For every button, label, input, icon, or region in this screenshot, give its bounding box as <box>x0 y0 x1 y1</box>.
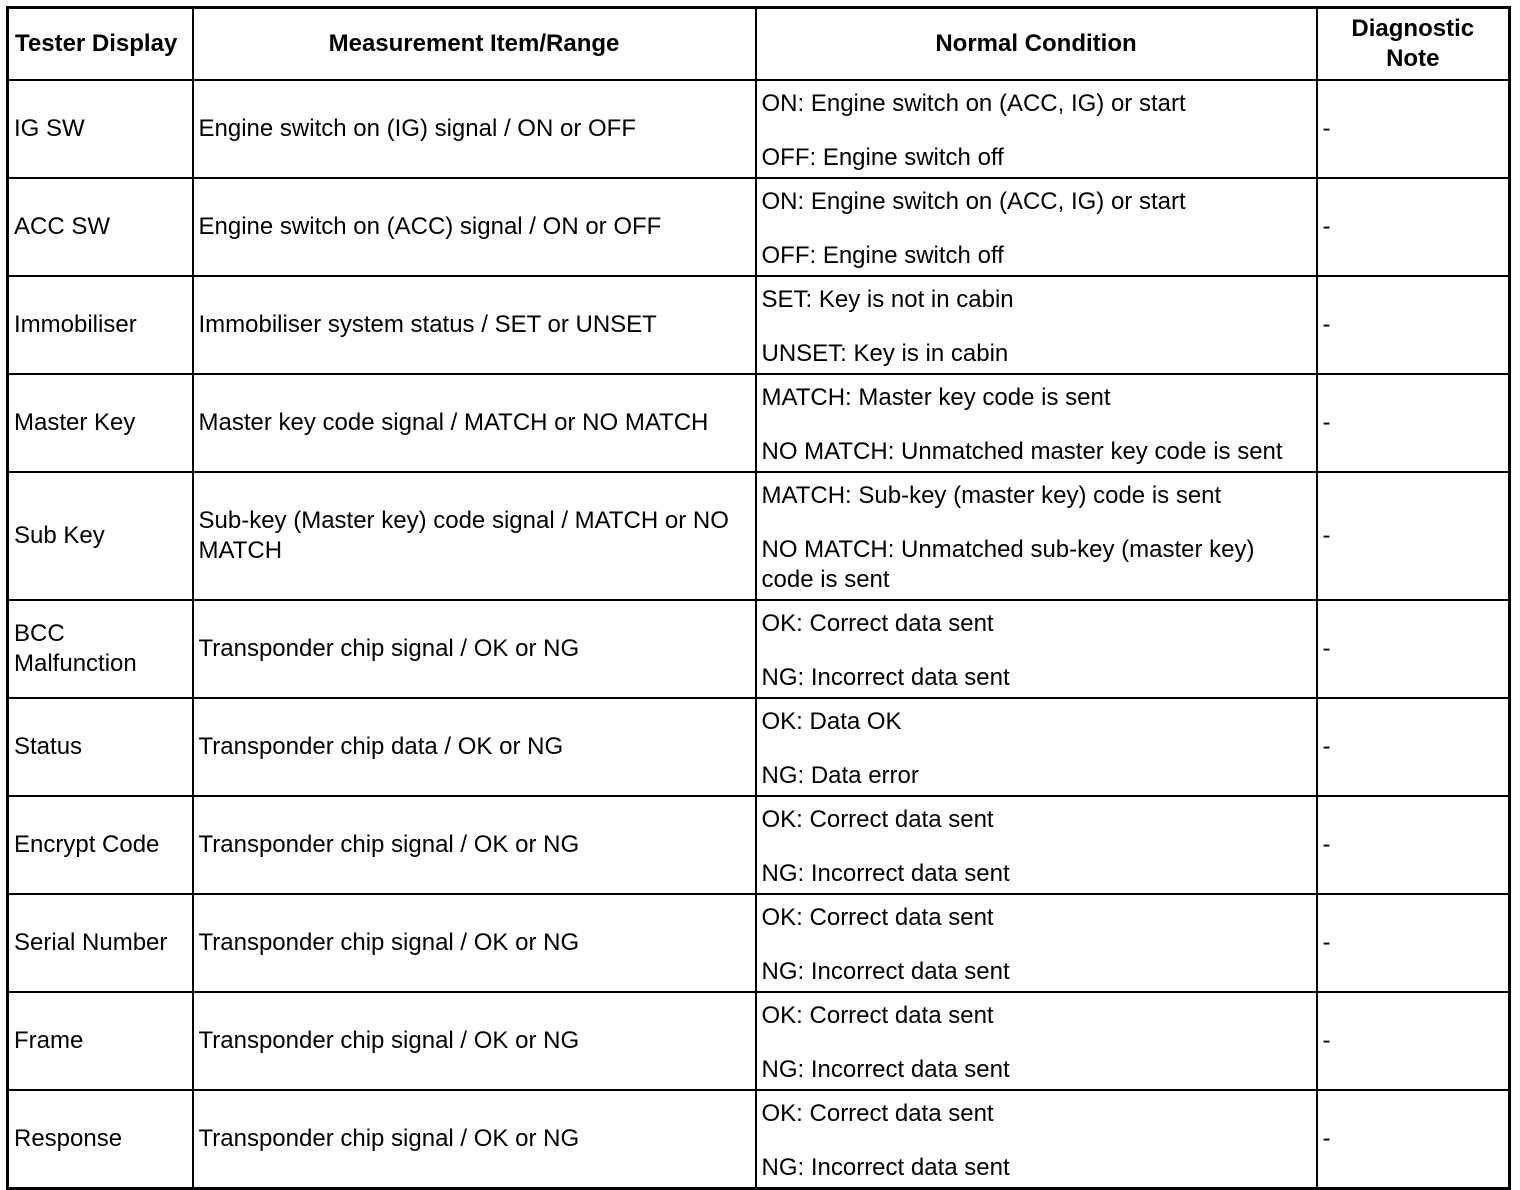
condition-line: OFF: Engine switch off <box>761 144 1004 171</box>
condition-line: ON: Engine switch on (ACC, IG) or start <box>761 188 1186 215</box>
table-row <box>8 698 1510 796</box>
tester-display-cell: BCC Malfunction <box>8 600 193 698</box>
normal-condition-cell <box>756 472 1317 600</box>
measurement-cell: Master key code signal / MATCH or NO MATCH <box>193 374 756 472</box>
table-row <box>8 600 1510 698</box>
normal-condition-cell <box>756 80 1317 178</box>
tester-display-cell: Response <box>8 1090 193 1189</box>
condition-line: OFF: Engine switch off <box>761 242 1004 269</box>
tester-display-cell: ACC SW <box>8 178 193 276</box>
normal-condition-cell <box>756 992 1317 1090</box>
normal-condition-cell <box>756 1090 1317 1189</box>
tester-display-cell: IG SW <box>8 80 193 178</box>
condition-line: SET: Key is not in cabin <box>761 286 1014 313</box>
table-row <box>8 178 1510 276</box>
table-row <box>8 374 1510 472</box>
measurement-cell: Transponder chip signal / OK or NG <box>193 992 756 1090</box>
tester-display-cell: Master Key <box>8 374 193 472</box>
condition-line: MATCH: Sub-key (master key) code is sent <box>761 482 1222 509</box>
measurement-cell: Transponder chip signal / OK or NG <box>193 600 756 698</box>
diagnostic-note-cell: - <box>1317 276 1510 374</box>
condition-line: OK: Correct data sent <box>761 806 994 833</box>
normal-condition-cell <box>756 894 1317 992</box>
condition-line: NG: Incorrect data sent <box>761 860 1010 887</box>
condition-line: OK: Correct data sent <box>761 610 994 637</box>
tester-display-cell: Frame <box>8 992 193 1090</box>
diagnostic-note-cell: - <box>1317 600 1510 698</box>
condition-line: NG: Data error <box>761 762 919 789</box>
diagnostic-note-cell: - <box>1317 80 1510 178</box>
diagnostic-note-cell: - <box>1317 796 1510 894</box>
tester-display-cell: Status <box>8 698 193 796</box>
data-list-table <box>6 6 1511 1190</box>
diagnostic-note-cell: - <box>1317 1090 1510 1189</box>
condition-line: OK: Correct data sent <box>761 904 994 931</box>
normal-condition-cell <box>756 178 1317 276</box>
tester-display-cell: Sub Key <box>8 472 193 600</box>
header-row <box>8 8 1510 81</box>
measurement-cell: Transponder chip signal / OK or NG <box>193 1090 756 1189</box>
measurement-cell: Transponder chip data / OK or NG <box>193 698 756 796</box>
diagnostic-note-cell: - <box>1317 178 1510 276</box>
condition-line: MATCH: Master key code is sent <box>761 384 1111 411</box>
condition-line: OK: Correct data sent <box>761 1002 994 1029</box>
diagnostic-note-cell: - <box>1317 472 1510 600</box>
normal-condition-cell <box>756 374 1317 472</box>
header-diagnostic-note: Diagnostic Note <box>1317 8 1510 81</box>
condition-line: NO MATCH: Unmatched master key code is sent <box>761 438 1283 465</box>
header-tester-display: Tester Display <box>8 8 193 81</box>
measurement-cell: Transponder chip signal / OK or NG <box>193 894 756 992</box>
tester-display-cell: Immobiliser <box>8 276 193 374</box>
tester-display-cell: Encrypt Code <box>8 796 193 894</box>
table-row <box>8 80 1510 178</box>
diagnostic-note-cell: - <box>1317 992 1510 1090</box>
condition-line: NG: Incorrect data sent <box>761 1056 1010 1083</box>
normal-condition-cell <box>756 698 1317 796</box>
diagnostic-note-cell: - <box>1317 698 1510 796</box>
condition-line: NG: Incorrect data sent <box>761 958 1010 985</box>
header-normal-condition: Normal Condition <box>756 8 1317 81</box>
tester-display-cell: Serial Number <box>8 894 193 992</box>
table-row <box>8 894 1510 992</box>
normal-condition-cell <box>756 276 1317 374</box>
measurement-cell: Engine switch on (IG) signal / ON or OFF <box>193 80 756 178</box>
table-row <box>8 992 1510 1090</box>
measurement-cell: Engine switch on (ACC) signal / ON or OFF <box>193 178 756 276</box>
diagnostic-note-cell: - <box>1317 374 1510 472</box>
header-measurement: Measurement Item/Range <box>193 8 756 81</box>
condition-line: UNSET: Key is in cabin <box>761 340 1009 367</box>
table-row <box>8 1090 1510 1189</box>
condition-line: NO MATCH: Unmatched sub-key (master key) code is sent <box>761 536 1255 593</box>
table-row <box>8 276 1510 374</box>
condition-line: ON: Engine switch on (ACC, IG) or start <box>761 90 1186 117</box>
condition-line: OK: Correct data sent <box>761 1100 994 1127</box>
condition-line: OK: Data OK <box>761 708 902 735</box>
measurement-cell: Transponder chip signal / OK or NG <box>193 796 756 894</box>
table-row <box>8 472 1510 600</box>
measurement-cell: Immobiliser system status / SET or UNSET <box>193 276 756 374</box>
table-row <box>8 796 1510 894</box>
normal-condition-cell <box>756 796 1317 894</box>
condition-line: NG: Incorrect data sent <box>761 664 1010 691</box>
condition-line: NG: Incorrect data sent <box>761 1154 1010 1181</box>
measurement-cell: Sub-key (Master key) code signal / MATCH or NO MATCH <box>193 472 756 600</box>
diagnostic-note-cell: - <box>1317 894 1510 992</box>
normal-condition-cell <box>756 600 1317 698</box>
